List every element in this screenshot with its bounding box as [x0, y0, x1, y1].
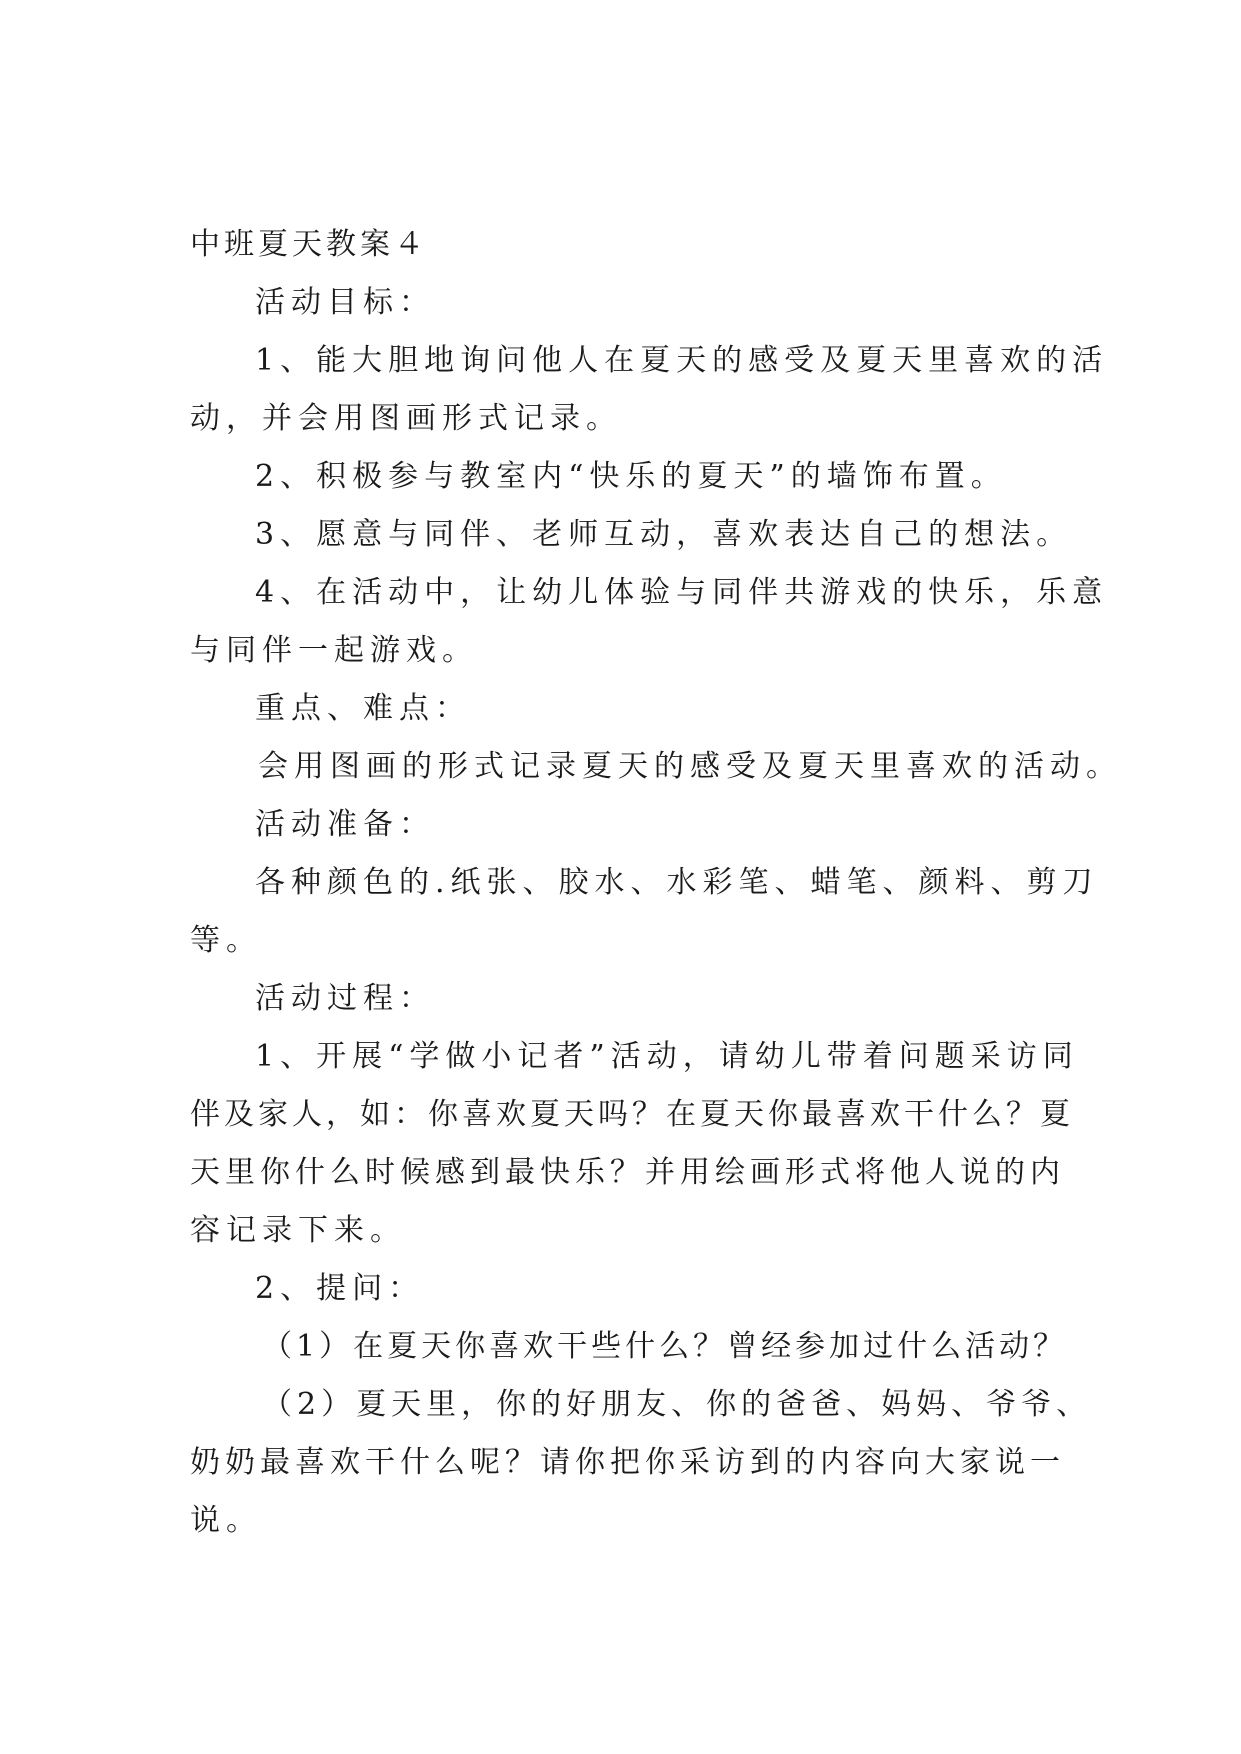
paragraph-line: 动，并会用图画形式记录。 — [190, 401, 622, 436]
document-title: 中班夏天教案４ — [190, 227, 428, 262]
paragraph-line: 天里你什么时候感到最快乐？并用绘画形式将他人说的内 — [190, 1155, 1065, 1190]
paragraph-line: 2、提问： — [255, 1271, 425, 1306]
paragraph-line: 4、在活动中，让幼儿体验与同伴共游戏的快乐，乐意 — [255, 575, 1109, 610]
paragraph-line: （2）夏天里，你的好朋友、你的爸爸、妈妈、爷爷、 — [262, 1387, 1092, 1422]
paragraph-line: 会用图画的形式记录夏天的感受及夏天里喜欢的活动。 — [258, 749, 1122, 784]
paragraph-line: 与同伴一起游戏。 — [190, 633, 478, 668]
paragraph-line: 说。 — [190, 1503, 262, 1538]
paragraph-line: 各种颜色的.纸张、胶水、水彩笔、蜡笔、颜料、剪刀 — [255, 865, 1099, 900]
paragraph-line: 活动过程： — [255, 981, 435, 1016]
paragraph-line: 活动准备： — [255, 807, 435, 842]
paragraph-line: 重点、难点： — [255, 691, 471, 726]
paragraph-line: 容记录下来。 — [190, 1213, 406, 1248]
paragraph-line: 1、开展“学做小记者”活动，请幼儿带着问题采访同 — [255, 1039, 1079, 1074]
paragraph-line: 3、愿意与同伴、老师互动，喜欢表达自己的想法。 — [255, 517, 1073, 552]
paragraph-line: 伴及家人，如：你喜欢夏天吗？在夏天你最喜欢干什么？夏 — [190, 1097, 1074, 1132]
paragraph-line: 2、积极参与教室内“快乐的夏天”的墙饰布置。 — [255, 459, 1007, 494]
paragraph-line: 1、能大胆地询问他人在夏天的感受及夏天里喜欢的活 — [255, 343, 1109, 378]
paragraph-line: 等。 — [190, 923, 262, 958]
paragraph-line: 活动目标： — [255, 285, 435, 320]
paragraph-line: （1）在夏天你喜欢干些什么？曾经参加过什么活动？ — [262, 1329, 1068, 1364]
paragraph-line: 奶奶最喜欢干什么呢？请你把你采访到的内容向大家说一 — [190, 1445, 1065, 1480]
